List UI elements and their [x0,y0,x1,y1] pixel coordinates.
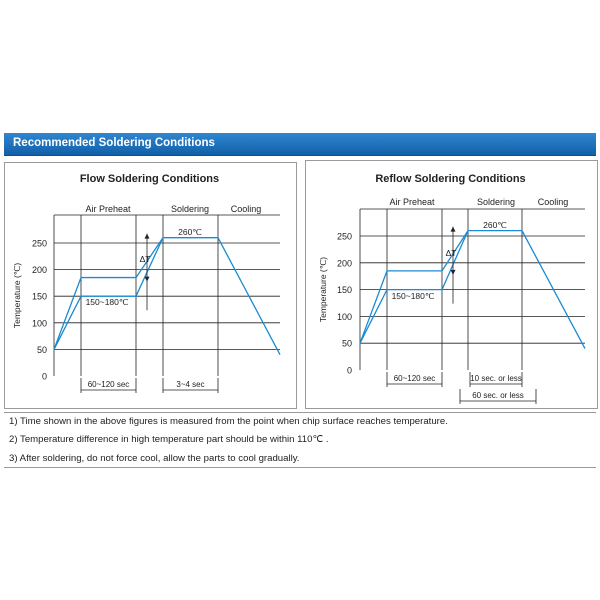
c1-y-tick-0: 0 [41,371,47,382]
note-2: 2) Temperature difference in high temperature part should be within 110℃ . [9,434,329,445]
c1-y-axis-label: Temperature (℃) [12,262,22,329]
c2-y-tick-4: 200 [336,258,352,269]
c2-time-total-label: 60 sec. or less [472,391,524,400]
c2-delta-arrowhead-top [451,227,456,232]
c2-y-axis-label: Temperature (℃) [318,256,328,323]
c1-y-tick-3: 150 [31,291,47,302]
flow-chart-title: Flow Soldering Conditions [79,173,220,185]
c2-y-tick-1: 50 [341,338,352,349]
c1-peak-label: 260℃ [178,227,202,237]
c1-zone-label-2: Cooling [230,204,262,214]
c1-y-tick-1: 50 [36,344,47,355]
reflow-chart-title: Reflow Soldering Conditions [375,173,526,185]
note-1: 1) Time shown in the above figures is measured from the point when chip surface reaches temperature. [9,416,448,427]
bottom-divider [4,467,596,468]
c2-y-tick-3: 150 [336,285,352,296]
c1-preheat-label: 150~180℃ [85,297,129,307]
c2-zone-label-1: Soldering [476,197,516,207]
c2-zone-label-0: Air Preheat [389,197,435,207]
note-3: 3) After soldering, do not force cool, allow the parts to cool gradually. [9,453,300,464]
c2-time-solder-label: 10 sec. or less [470,374,522,383]
c1-delta-arrowhead-bottom [145,277,150,282]
c1-time-solder-label: 3~4 sec [176,380,205,389]
c1-delta-arrowhead-top [145,234,150,239]
c1-zone-label-0: Air Preheat [85,204,131,214]
c1-delta-label: ΔT [139,254,151,264]
notes-divider [4,412,596,413]
c2-time-preheat-label: 60~120 sec [393,374,436,383]
c2-peak-label: 260℃ [483,220,507,230]
c1-zone-label-1: Soldering [170,204,210,214]
c2-y-tick-5: 250 [336,231,352,242]
c1-y-tick-5: 250 [31,238,47,249]
section-title: Recommended Soldering Conditions [13,137,215,149]
c2-delta-arrowhead-bottom [451,270,456,275]
c2-preheat-label: 150~180℃ [391,291,435,301]
c2-y-tick-0: 0 [346,365,352,376]
c2-y-tick-2: 100 [336,311,352,322]
c2-delta-label: ΔT [445,248,457,258]
c1-time-preheat-label: 60~120 sec [87,380,130,389]
c1-y-tick-4: 200 [31,265,47,276]
c2-zone-label-2: Cooling [537,197,569,207]
c1-y-tick-2: 100 [31,318,47,329]
